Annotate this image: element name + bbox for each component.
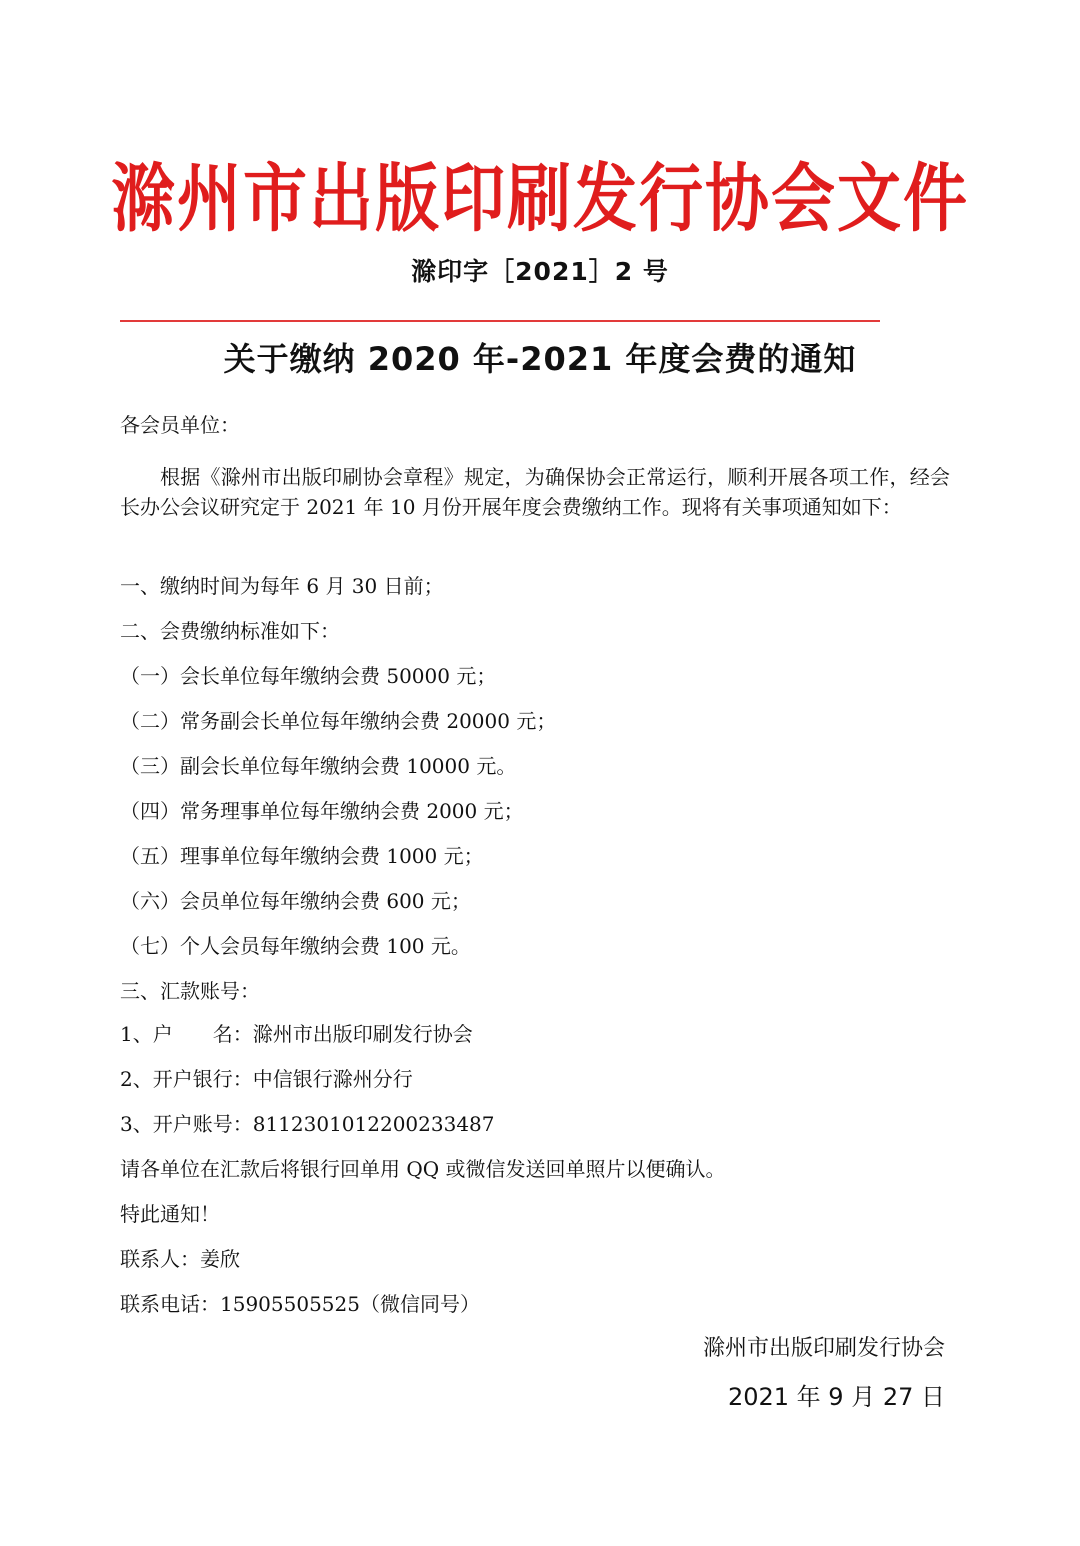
salutation: 各会员单位： — [120, 413, 240, 437]
fee-item-member: （六）会员单位每年缴纳会费 600 元； — [120, 889, 471, 913]
remittance-note: 请各单位在汇款后将银行回单用 QQ 或微信发送回单照片以便确认。 — [120, 1157, 726, 1181]
fee-item-director: （五）理事单位每年缴纳会费 1000 元； — [120, 844, 484, 868]
signature-organization: 滁州市出版印刷发行协会 — [702, 1336, 945, 1361]
closing-line: 特此通知！ — [120, 1202, 220, 1226]
fee-item-executive-director: （四）常务理事单位每年缴纳会费 2000 元； — [120, 799, 524, 823]
account-number: 3、开户账号：8112301012200233487 — [120, 1112, 495, 1136]
fee-item-president: （一）会长单位每年缴纳会费 50000 元； — [120, 664, 497, 688]
fee-item-individual: （七）个人会员每年缴纳会费 100 元。 — [120, 934, 471, 958]
item-remittance-account-heading: 三、汇款账号： — [120, 979, 260, 1003]
account-bank: 2、开户银行：中信银行滁州分行 — [120, 1067, 413, 1091]
fee-item-executive-vice-president: （二）常务副会长单位每年缴纳会费 20000 元； — [120, 709, 557, 733]
account-name: 1、户 名：滁州市出版印刷发行协会 — [120, 1022, 473, 1046]
red-divider-line — [120, 320, 880, 322]
item-fee-standard-heading: 二、会费缴纳标准如下： — [120, 619, 340, 643]
document-header-title: 滁州市出版印刷发行协会文件 — [111, 157, 969, 243]
contact-person: 联系人：姜欣 — [120, 1247, 240, 1271]
signature-date: 2021 年 9 月 27 日 — [727, 1383, 945, 1411]
contact-phone: 联系电话：15905505525（微信同号） — [120, 1292, 480, 1316]
intro-paragraph: 根据《滁州市出版印刷协会章程》规定，为确保协会正常运行，顺利开展各项工作，经会长办公会议研究定于 2021 年 10 月份开展年度会费缴纳工作。现将有关事项通知如下： — [120, 465, 950, 519]
document-number: 滁印字［2021］2 号 — [411, 257, 669, 286]
notice-title: 关于缴纳 2020 年-2021 年度会费的通知 — [223, 340, 857, 378]
fee-item-vice-president: （三）副会长单位每年缴纳会费 10000 元。 — [120, 754, 517, 778]
item-payment-deadline: 一、缴纳时间为每年 6 月 30 日前； — [120, 574, 444, 598]
